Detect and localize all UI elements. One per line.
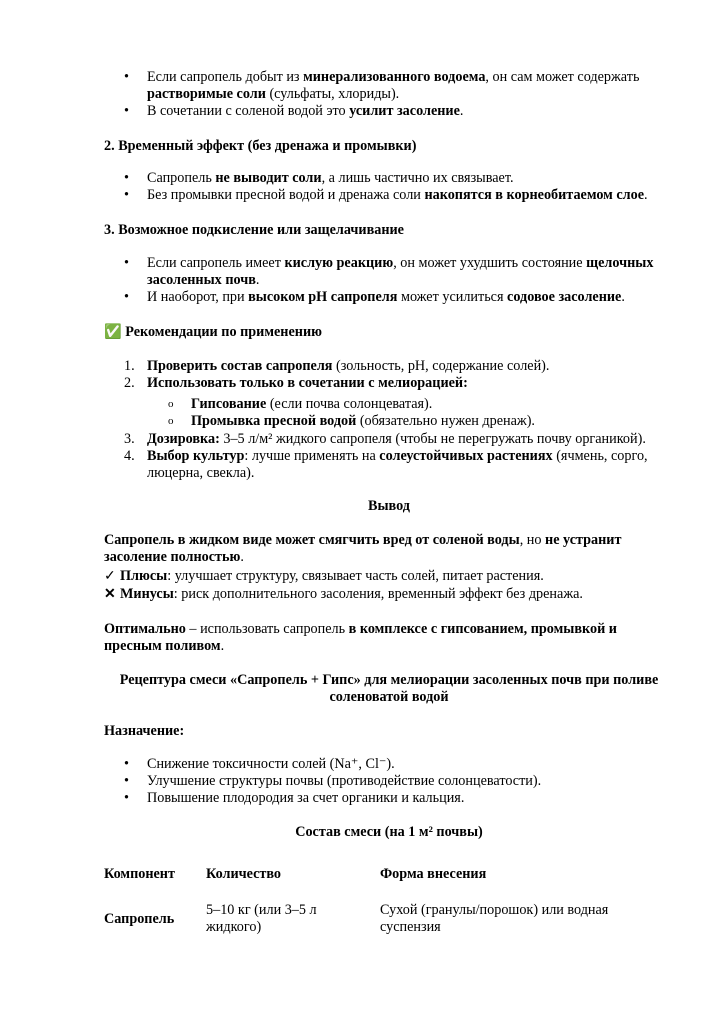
- list-item: 4. Выбор культур: лучше применять на солеустойчивых растениях (ячмень, сорго, люцерна, свекла).: [124, 448, 648, 481]
- table-row: [104, 890, 664, 948]
- list-item: 1. Проверить состав сапропеля (зольность, pH, содержание солей).: [124, 358, 550, 374]
- bullet-icon: •: [124, 187, 129, 203]
- recommendations-list-cont: [104, 431, 674, 482]
- conclusion-heading: Вывод: [368, 498, 410, 514]
- purpose-heading: Назначение:: [104, 723, 185, 739]
- list-item: • Улучшение структуры почвы (противодействие солонцеватости).: [124, 773, 542, 789]
- list-item: o Гипсование (если почва солонцеватая).: [168, 396, 433, 412]
- table-header-row: [104, 858, 664, 890]
- list-item: • Повышение плодородия за счет органики и кальция.: [124, 790, 465, 806]
- bullet-list-acidity: [104, 255, 674, 306]
- bullet-list-salts: [104, 69, 674, 120]
- recommendations-list: [104, 358, 674, 392]
- bullet-list-temporary: [104, 170, 674, 204]
- circle-bullet-icon: o: [168, 398, 174, 410]
- bullet-icon: •: [124, 170, 129, 186]
- bullet-icon: •: [124, 756, 129, 772]
- table-cell: Сапропель: [104, 910, 175, 927]
- list-item: • Если сапропель имеет кислую реакцию, он может ухудшить состояние щелочных засоленных почв.: [124, 255, 654, 288]
- optimal-paragraph: Оптимально – использовать сапропель в комплексе с гипсованием, промывкой и пресным поливом.: [104, 621, 617, 654]
- recommendations-sublist: [104, 396, 674, 430]
- table-header-cell: Компонент: [104, 865, 175, 882]
- check-icon: ✅: [104, 324, 122, 340]
- bullet-icon: •: [124, 289, 129, 305]
- list-item: • Сапропель не выводит соли, а лишь частично их связывает.: [124, 170, 514, 186]
- cons-line: ✕ Минусы: риск дополнительного засоления, временный эффект без дренажа.: [104, 586, 583, 602]
- checkmark-icon: ✓: [104, 568, 116, 584]
- purpose-list: [104, 756, 674, 807]
- list-item: • И наоборот, при высоком pH сапропеля может усилиться содовое засоление.: [124, 289, 625, 305]
- table-header-cell: Количество: [206, 865, 282, 882]
- pros-line: ✓ Плюсы: улучшает структуру, связывает часть солей, питает растения.: [104, 568, 544, 584]
- bullet-icon: •: [124, 69, 129, 85]
- list-item: • Если сапропель добыт из минерализованного водоема, он сам может содержать растворимые соли (сульфаты, хлориды).: [124, 69, 640, 102]
- table-cell: Сухой (гранулы/порошок) или водная суспензия: [380, 902, 609, 935]
- table-header-cell: Форма внесения: [380, 865, 487, 882]
- circle-bullet-icon: o: [168, 415, 174, 427]
- conclusion-paragraph: Сапропель в жидком виде может смягчить вред от соленой воды, но не устранит засоление полностью.: [104, 532, 622, 565]
- cross-icon: ✕: [104, 586, 116, 602]
- bullet-icon: •: [124, 103, 129, 119]
- list-item: 3. Дозировка: 3–5 л/м² жидкого сапропеля (чтобы не перегружать почву органикой).: [124, 431, 646, 447]
- list-item: • Снижение токсичности солей (Na⁺, Cl⁻).: [124, 756, 395, 772]
- recipe-title: Рецептура смеси «Сапропель + Гипс» для мелиорации засоленных почв при поливе соленоватой водой: [119, 672, 659, 705]
- table-cell: 5–10 кг (или 3–5 л жидкого): [206, 902, 317, 935]
- bullet-icon: •: [124, 255, 129, 271]
- bullet-icon: •: [124, 773, 129, 789]
- composition-table: [104, 858, 664, 948]
- list-item: 2. Использовать только в сочетании с мелиорацией:: [124, 375, 468, 391]
- section-heading: 2. Временный эффект (без дренажа и промывки): [104, 138, 417, 154]
- section-heading: 3. Возможное подкисление или защелачивание: [104, 222, 404, 238]
- list-item: • Без промывки пресной водой и дренажа соли накопятся в корнеобитаемом слое.: [124, 187, 648, 203]
- list-item: • В сочетании с соленой водой это усилит засоление.: [124, 103, 464, 119]
- bullet-icon: •: [124, 790, 129, 806]
- list-item: o Промывка пресной водой (обязательно нужен дренаж).: [168, 413, 535, 429]
- recommendations-heading: ✅ Рекомендации по применению: [104, 324, 322, 340]
- composition-heading: Состав смеси (на 1 м² почвы): [295, 824, 483, 840]
